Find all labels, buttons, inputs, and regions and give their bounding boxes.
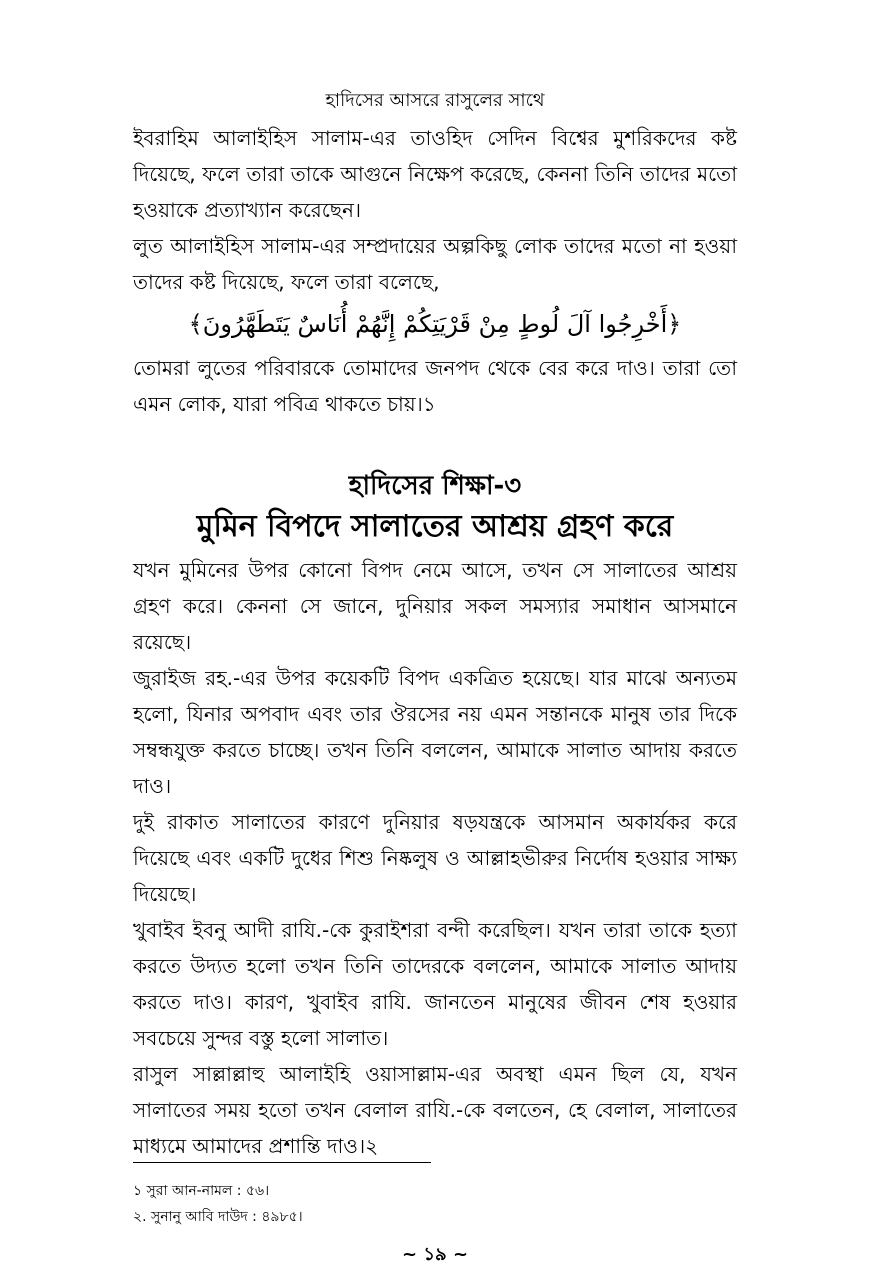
paragraph-lut: লুত আলাইহিস সালাম-এর সম্প্রদায়ের অল্পকিছু লোক তাদের মতো না হওয়া তাদের কষ্ট দিয়েছে, ফলে তারা বলেছে,: [133, 234, 737, 294]
paragraph-ibrahim: ইবরাহিম আলাইহিস সালাম-এর তাওহিদ সেদিন বিশ্বের মুশরিকদের কষ্ট দিয়েছে, ফলে তারা তাকে আগুনে নিক্ষেপ করেছে, কেননা তিনি তাদের মতো হওয়াকে প্রত্যাখ্যান করেছেন।: [133, 126, 737, 222]
page-body: [133, 120, 737, 1164]
paragraph-juraij: জুরাইজ রহ.-এর উপর কয়েকটি বিপদ একত্রিত হয়েছে। যার মাঝে অন্যতম হলো, যিনার অপবাদ এবং তার ঔরসের নয় এমন সন্তানকে মানুষ তার দিকে সম্বন্ধযুক্ত করতে চাচ্ছে। তখন তিনি বললেন, আমাকে সালাত আদায় করতে দাও।: [133, 666, 737, 798]
arabic-verse: ﴿أَخْرِجُوا آلَ لُوطٍ مِنْ قَرْيَتِكُمْ إِنَّهُمْ أُنَاسٌ يَتَطَهَّرُونَ﴾: [188, 310, 682, 338]
footnotes: [133, 1178, 737, 1230]
footnote-divider: [133, 1162, 431, 1163]
section-label: হাদিসের শিক্ষা-৩: [348, 471, 522, 501]
paragraph-khubaib: খুবাইব ইবনু আদী রাযি.-কে কুরাইশরা বন্দী করেছিল। যখন তারা তাকে হত্যা করতে উদ্যত হলো তখন তিনি তাদেরকে বললেন, আমাকে সালাত আদায় করতে দাও। কারণ, খুবাইব রাযি. জানতেন মানুষের জীবন শেষ হওয়ার সবচেয়ে সুন্দর বস্তু হলো সালাত।: [133, 918, 737, 1050]
footnote-1: ১ সুরা আন-নামল : ৫৬।: [133, 1183, 270, 1199]
footnote-2: ২. সুনানু আবি দাউদ : ৪৯৮৫।: [133, 1209, 303, 1225]
section-title: মুমিন বিপদে সালাতের আশ্রয় গ্রহণ করে: [196, 509, 674, 544]
verse-translation: তোমরা লুতের পরিবারকে তোমাদের জনপদ থেকে বের করে দাও। তারা তো এমন লোক, যারা পবিত্র থাকতে চায়।১: [133, 356, 737, 416]
paragraph-intro: যখন মুমিনের উপর কোনো বিপদ নেমে আসে, তখন সে সালাতের আশ্রয় গ্রহণ করে। কেননা সে জানে, দুনিয়ার সকল সমস্যার সমাধান আসমানে রয়েছে।: [133, 558, 737, 654]
paragraph-two-rakat: দুই রাকাত সালাতের কারণে দুনিয়ার ষড়যন্ত্রকে আসমান অকার্যকর করে দিয়েছে এবং একটি দুধের শিশু নিষ্কলুষ ও আল্লাহভীরুর নির্দোষ হওয়ার সাক্ষ্য দিয়েছে।: [133, 810, 737, 906]
page-number: ~ ১৯ ~: [401, 1244, 469, 1265]
paragraph-rasul: রাসুল সাল্লাল্লাহু আলাইহি ওয়াসাল্লাম-এর অবস্থা এমন ছিল যে, যখন সালাতের সময় হতো তখন বেলাল রাযি.-কে বলতেন, হে বেলাল, সালাতের মাধ্যমে আমাদের প্রশান্তি দাও।২: [133, 1062, 737, 1158]
running-header: হাদিসের আসরে রাসুলের সাথে: [325, 90, 545, 111]
